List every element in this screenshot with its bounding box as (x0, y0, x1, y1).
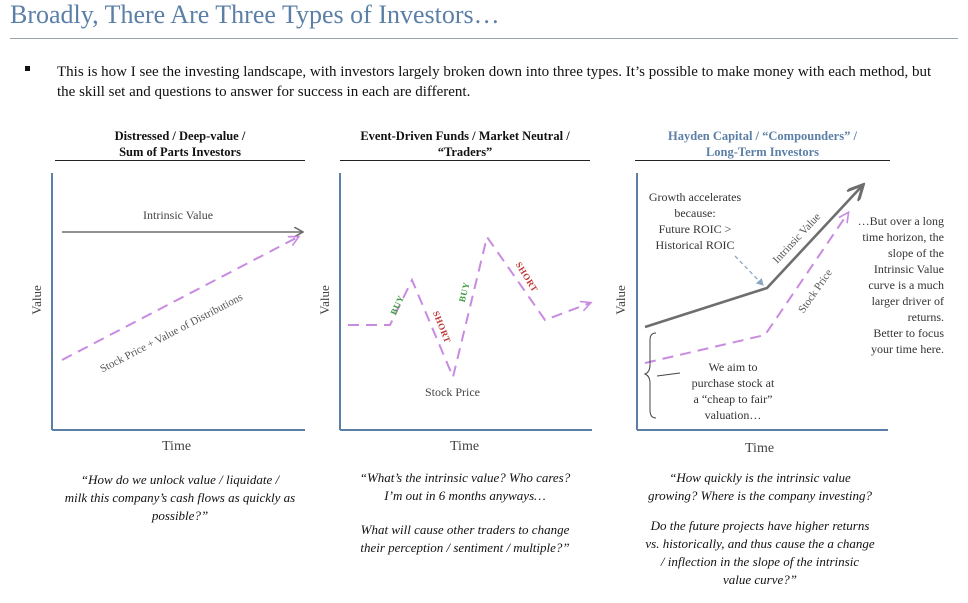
panel-3-quote-line-6: / inflection in the slope of the intrinsic (660, 554, 860, 569)
panel-1-y-axis-label: Value (28, 285, 44, 315)
purchase-note-line-1: We aim to (708, 360, 758, 374)
horizon-note-line-8: Better to focus (873, 326, 944, 340)
panel-2-y-axis-label: Value (316, 285, 332, 315)
panel-3-heading-line-2: Long-Term Investors (705, 145, 820, 159)
panel-1-x-axis-label: Time (162, 439, 192, 454)
horizon-note-line-4: Intrinsic Value (873, 262, 944, 276)
panel-2-price-label: Stock Price (425, 385, 480, 399)
panel-3-quote-line-5: vs. historically, and thus cause the a change (645, 536, 875, 551)
panel-3-quote-line-7: value curve?” (722, 572, 797, 587)
horizon-note-line-9: your time here. (871, 342, 944, 356)
horizon-note-line-3: slope of the (888, 246, 944, 260)
page-title: Broadly, There Are Three Types of Investors… (10, 0, 500, 29)
panel-2-quote-line-1: “What’s the intrinsic value? Who cares? (359, 470, 571, 485)
growth-note-line-4: Historical ROIC (655, 238, 735, 252)
panel-2-price-line (348, 237, 590, 377)
panel-1-intrinsic-label: Intrinsic Value (143, 208, 214, 222)
intro-bullet-text: This is how I see the investing landscape, with investors largely broken down into three types. It’s possible to make money with each method, but the skill set and questions to answer for success in each are different. (57, 64, 932, 100)
growth-note-line-1: Growth accelerates (648, 190, 742, 204)
panel-1-price-label: Stock Price + Value of Distributions (98, 291, 245, 376)
horizon-note-line-2: time horizon, the (862, 230, 944, 244)
panel-3-bracket-pointer (657, 373, 680, 376)
panel-3-quote (620, 469, 900, 589)
panel-2-x-axis-label: Time (450, 439, 480, 454)
panel-3-growth-note (640, 189, 750, 253)
panel-3-quote-line-2: growing? Where is the company investing? (648, 488, 872, 503)
panel-2-quote-line-4: What will cause other traders to change (360, 522, 570, 537)
panel-1-price-line (62, 237, 298, 360)
panel-1-quote (50, 471, 310, 525)
panel-3-callout-arrow (735, 256, 763, 285)
panel-3-quote-line-4: Do the future projects have higher returns (650, 518, 870, 533)
panel-3-horizon-note (840, 213, 944, 357)
growth-note-line-2: because: (674, 206, 716, 220)
panel-1-quote-line-3: possible?” (151, 508, 209, 523)
panel-3-quote-line-1: “How quickly is the intrinsic value (669, 470, 851, 485)
purchase-note-line-2: purchase stock at (691, 376, 775, 390)
panel-2-quote (335, 469, 595, 557)
panel-3-y-axis-label: Value (612, 285, 628, 315)
panel-3-bracket (645, 333, 656, 418)
panel-1-quote-line-1: “How do we unlock value / liquidate / (80, 472, 280, 487)
panel-2-quote-line-2: I’m out in 6 months anyways… (384, 488, 546, 503)
panel-2-buy-tag-2: BUY (456, 280, 472, 304)
panel-2-short-tag-2: SHORT (513, 260, 541, 294)
horizon-note-line-1: …But over a long (857, 214, 944, 228)
panel-2-quote-spacer (335, 505, 595, 521)
purchase-note-line-3: a “cheap to fair” (693, 392, 773, 406)
panel-1-heading-line-2: Sum of Parts Investors (119, 145, 241, 159)
growth-note-line-3: Future ROIC > (658, 222, 732, 236)
panel-3-quote-spacer (620, 505, 900, 517)
panel-3-price-label: Stock Price (796, 267, 835, 316)
panel-3-purchase-note (678, 359, 788, 423)
panel-3-x-axis-label: Time (745, 441, 775, 456)
purchase-note-line-4: valuation… (704, 408, 762, 422)
horizon-note-line-6: larger driver of (871, 294, 944, 308)
panel-2-buy-tag-1: BUY (388, 293, 407, 317)
panel-1-heading-line-1: Distressed / Deep-value / (114, 129, 246, 143)
panel-2-heading-line-2: “Traders” (437, 145, 493, 159)
panel-1-quote-line-2: milk this company’s cash flows as quickly as (64, 490, 296, 505)
panel-3-intrinsic-label: Intrinsic Value (770, 210, 824, 267)
panel-2-quote-line-5: their perception / sentiment / multiple?” (360, 540, 570, 555)
horizon-note-line-7: returns. (907, 310, 944, 324)
panel-2-short-tag-1: SHORT (430, 309, 453, 345)
horizon-note-line-5: curve is a much (868, 278, 944, 292)
panel-2-heading-line-1: Event-Driven Funds / Market Neutral / (360, 129, 570, 143)
panel-3-heading-line-1: Hayden Capital / “Compounders” / (668, 129, 857, 143)
